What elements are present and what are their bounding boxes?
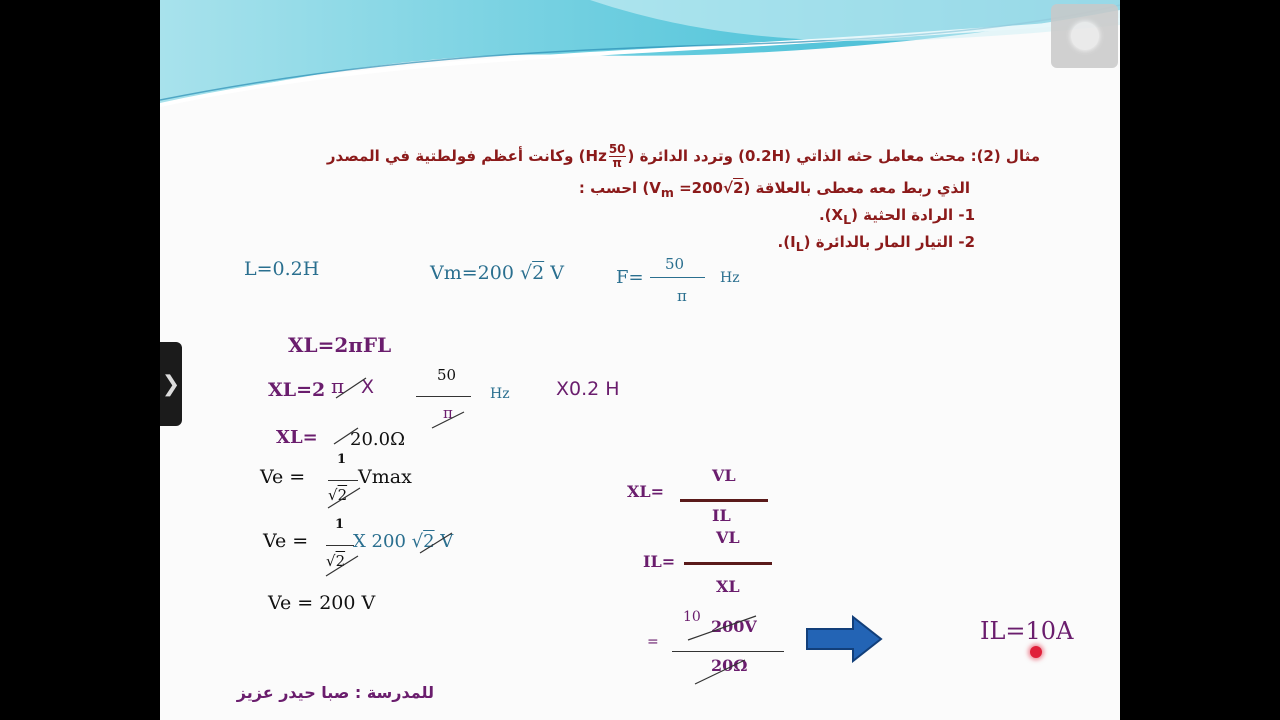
ohm-il-bar [684,562,772,565]
ohm-calc-bar [672,651,784,652]
ve-line-2-den: √2 [326,552,346,570]
camera-icon [1071,22,1099,50]
xl-times: X [361,376,375,398]
ohm-xl-num: VL [712,466,736,485]
given-inductance: L=0.2H [244,258,320,280]
xl-result-label: XL= [276,427,318,448]
ve-line-3: Ve = 200 V [268,592,376,614]
ohm-xl-label: XL= [627,482,665,501]
xl-freq-num: 50 [437,366,457,384]
ohm-xl-den: IL [712,506,731,525]
question-1: 1- الرادة الحثية $(X_L)$. [818,206,975,227]
xl-freq-den: π [443,404,453,422]
given-frequency-unit: Hz [720,270,740,286]
xl-pi: π [331,374,345,398]
given-frequency-bar [650,277,705,278]
header-wave [160,0,1120,120]
camera-overlay-button[interactable] [1051,4,1118,68]
ohm-calc-num-small: 10 [683,609,701,625]
given-vmax: Vm=200 √2 V [430,262,564,284]
xl-freq-unit: Hz [490,386,510,402]
ve-line-1-vmax: Vmax [358,466,412,488]
laser-pointer-dot [1030,646,1042,658]
slide-side-handle[interactable] [160,342,182,426]
xl-times-inductance: X0.2 H [556,378,620,400]
xl-substitution-label: XL=2 [268,379,326,401]
ohm-calc-equals: = [647,634,659,650]
ve-line-1-bar [328,480,358,481]
ve-line-2-label: Ve = [263,530,309,552]
ohm-il-num: VL [716,528,740,547]
given-frequency-num: 50 [665,255,685,273]
ohm-il-den: XL [716,577,740,596]
xl-result-value: 20.0Ω [350,429,406,450]
ve-line-1-label: Ve = [260,466,306,488]
xl-freq-bar [416,396,471,397]
xl-formula: XL=2πFL [288,333,392,357]
ohm-calc-den: 20Ω [711,656,748,675]
given-frequency-den: π [677,287,687,305]
ve-line-1-den: √2 [328,486,348,504]
given-frequency-label: F= [616,267,644,288]
chevron-right-icon: ❯ [161,371,181,397]
ohm-calc-num: 200V [711,617,757,636]
final-answer: IL=10A [980,617,1074,645]
ohm-xl-bar [680,499,768,502]
problem-line-1: مثال (2): محث معامل حثه الذاتي (0.2H) وتردد الدائرة ( $\frac{50}{\pi}$ Hz) وكانت أعظم فولطتية في المصدر [326,142,1040,170]
teacher-name: للمدرسة : صبا حيدر عزيز [236,683,434,702]
ve-line-2-num: 1 [335,517,345,532]
slide [160,0,1120,720]
problem-line-2: الذي ربط معه معطى بالعلاقة $(V_m =200√2)$ احسب : [578,179,970,200]
arrow-right-icon [805,615,883,663]
ve-line-2-bar [326,545,354,546]
question-2: 2- التيار المار بالدائرة $(I_L)$. [777,233,975,254]
ve-line-1-num: 1 [337,452,347,467]
ohm-il-label: IL= [643,552,676,571]
ve-line-2-rest: X 200 √2 V [353,531,454,552]
